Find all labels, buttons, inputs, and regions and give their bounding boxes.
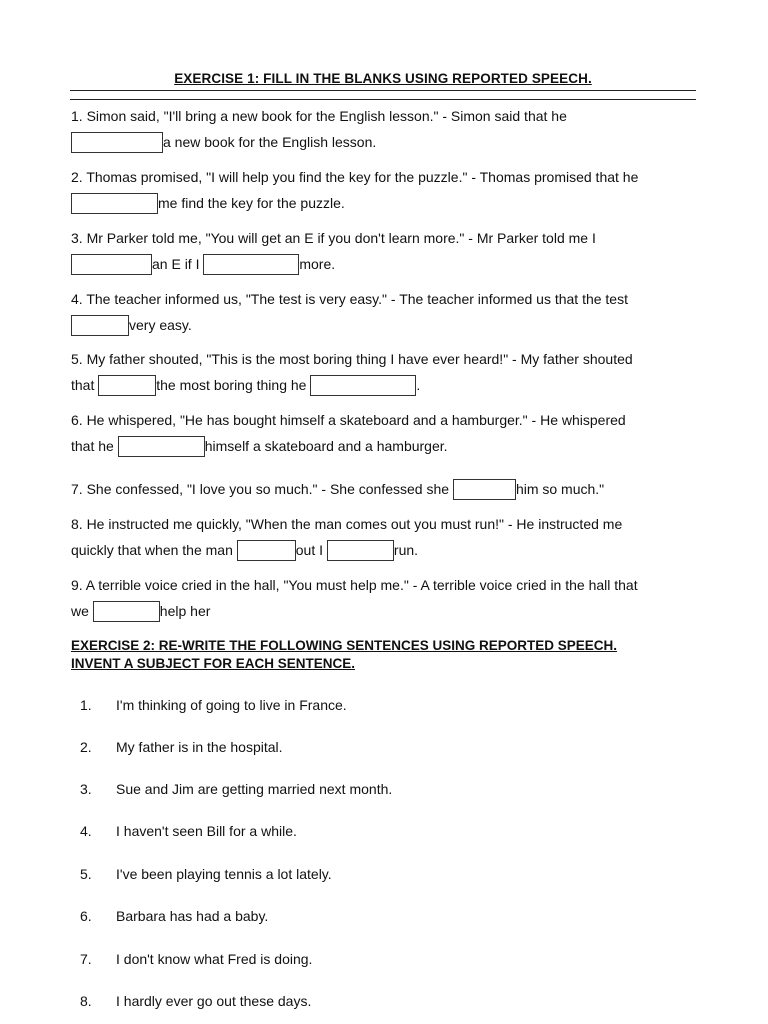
sentence-continuation: the most boring thing he: [156, 377, 307, 393]
question-7: [71, 476, 711, 502]
exercise-2-title: [71, 637, 711, 673]
answer-line: [71, 372, 711, 398]
question-2: [71, 164, 711, 216]
sentence-continuation: him so much.": [515, 481, 605, 497]
answer-line: [71, 537, 711, 563]
item-text: I'm thinking of going to live in France.: [116, 697, 347, 713]
list-item: [80, 695, 347, 715]
answer-blank-input[interactable]: [71, 315, 129, 336]
sentence-lead: that: [71, 377, 95, 393]
sentence-continuation: an E if I: [152, 256, 200, 272]
sentence-continuation: out I: [295, 542, 324, 558]
question-text: 7. She confessed, "I love you so much." - She confessed she: [71, 481, 450, 497]
answer-blank-input[interactable]: [71, 193, 158, 214]
question-text: 9. A terrible voice cried in the hall, "You must help me." - A terrible voice cried in the hall that: [71, 577, 638, 593]
answer-blank-input[interactable]: [98, 375, 156, 396]
item-text: Barbara has had a baby.: [116, 908, 269, 924]
sentence-lead: that he: [71, 438, 114, 454]
answer-line: [71, 312, 711, 338]
sentence-continuation: more.: [299, 256, 336, 272]
question-8: [71, 511, 711, 563]
question-text: 4. The teacher informed us, "The test is very easy." - The teacher informed us that the test: [71, 291, 628, 307]
sentence-continuation: a new book for the English lesson.: [163, 134, 377, 150]
list-item: [80, 906, 268, 926]
sentence-continuation: .: [416, 377, 421, 393]
answer-blank-input[interactable]: [453, 479, 516, 500]
answer-blank-input[interactable]: [71, 132, 163, 153]
question-text-line: [71, 476, 711, 502]
question-1: [71, 103, 711, 155]
sentence-continuation: himself a skateboard and a hamburger.: [204, 438, 448, 454]
answer-blank-input[interactable]: [310, 375, 416, 396]
answer-blank-input[interactable]: [203, 254, 299, 275]
question-text: 1. Simon said, "I'll bring a new book for the English lesson." - Simon said that he: [71, 108, 567, 124]
item-text: I haven't seen Bill for a while.: [116, 823, 297, 839]
list-item: [80, 821, 297, 841]
sentence-lead: we: [71, 603, 89, 619]
sentence-lead: quickly that when the man: [71, 542, 233, 558]
item-number: 1.: [80, 697, 92, 713]
list-item: [80, 737, 283, 757]
answer-blank-input[interactable]: [327, 540, 394, 561]
question-text: 3. Mr Parker told me, "You will get an E if you don't learn more." - Mr Parker told me I: [71, 230, 596, 246]
title-divider-top: [70, 90, 696, 91]
item-text: I don't know what Fred is doing.: [116, 951, 313, 967]
list-item: [80, 864, 332, 884]
answer-line: [71, 433, 711, 459]
question-text: 5. My father shouted, "This is the most boring thing I have ever heard!" - My father shouted: [71, 351, 633, 367]
answer-line: [71, 190, 711, 216]
answer-line: [71, 129, 711, 155]
exercise-2-title-line: EXERCISE 2: RE-WRITE THE FOLLOWING SENTENCES USING REPORTED SPEECH.: [71, 638, 618, 653]
item-number: 6.: [80, 908, 92, 924]
item-number: 2.: [80, 739, 92, 755]
item-text: Sue and Jim are getting married next month.: [116, 781, 393, 797]
item-number: 8.: [80, 993, 92, 1009]
sentence-continuation: very easy.: [129, 317, 192, 333]
question-text: 8. He instructed me quickly, "When the man comes out you must run!" - He instructed me: [71, 516, 623, 532]
question-9: [71, 572, 711, 624]
question-4: [71, 286, 711, 338]
question-text: 2. Thomas promised, "I will help you find the key for the puzzle." - Thomas promised that he: [71, 169, 639, 185]
title-divider-bottom: [70, 99, 696, 100]
answer-blank-input[interactable]: [118, 436, 205, 457]
item-number: 5.: [80, 866, 92, 882]
item-number: 3.: [80, 781, 92, 797]
item-text: My father is in the hospital.: [116, 739, 283, 755]
item-text: I hardly ever go out these days.: [116, 993, 312, 1009]
sentence-continuation: help her: [159, 603, 211, 619]
question-3: [71, 225, 711, 277]
answer-blank-input[interactable]: [237, 540, 296, 561]
question-6: [71, 407, 711, 459]
question-text: 6. He whispered, "He has bought himself a skateboard and a hamburger." - He whispered: [71, 412, 626, 428]
item-number: 4.: [80, 823, 92, 839]
question-5: [71, 346, 711, 398]
sentence-continuation: me find the key for the puzzle.: [158, 195, 345, 211]
item-text: I've been playing tennis a lot lately.: [116, 866, 332, 882]
item-number: 7.: [80, 951, 92, 967]
answer-line: [71, 598, 711, 624]
list-item: [80, 949, 312, 969]
exercise-2-title-line: INVENT A SUBJECT FOR EACH SENTENCE.: [71, 656, 356, 671]
answer-blank-input[interactable]: [71, 254, 152, 275]
exercise-1-title: EXERCISE 1: FILL IN THE BLANKS USING REPORTED SPEECH.: [174, 71, 592, 86]
list-item: [80, 991, 311, 1011]
answer-blank-input[interactable]: [93, 601, 160, 622]
list-item: [80, 779, 392, 799]
sentence-continuation: run.: [393, 542, 419, 558]
answer-line: [71, 251, 711, 277]
